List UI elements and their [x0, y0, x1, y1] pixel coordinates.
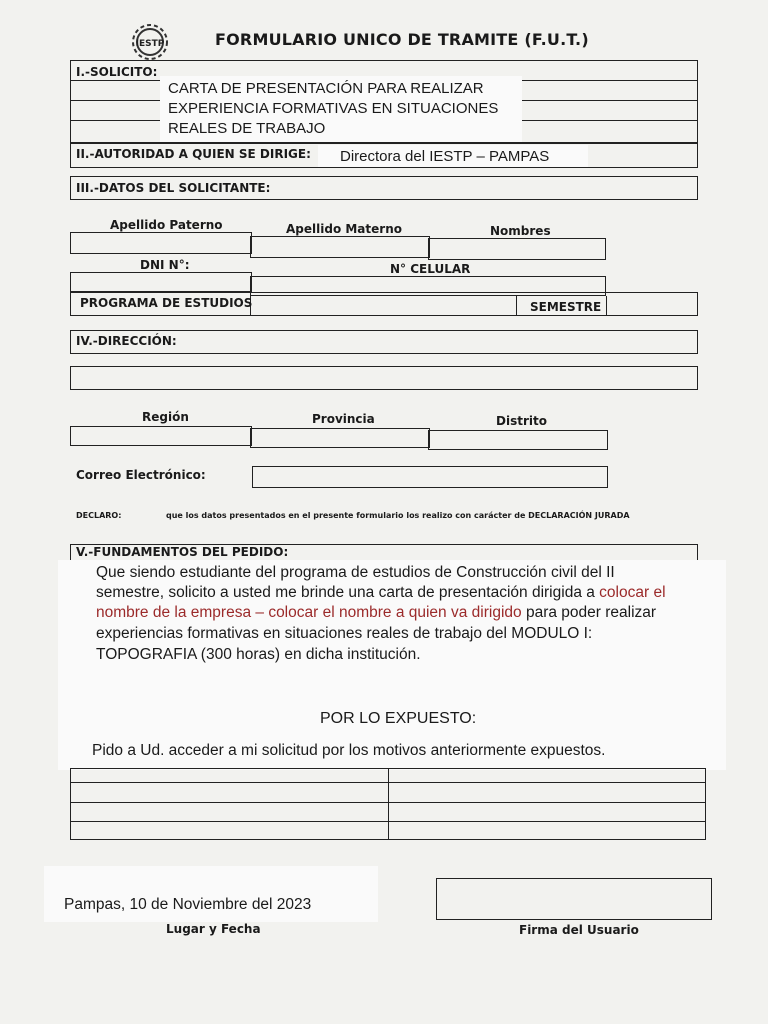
- fundamentos-line-1: Que siendo estudiante del programa de estudios de Construcción civil del II: [96, 564, 615, 581]
- fundamentos-line-4: experiencias formativas en situaciones reales de trabajo del MODULO I:: [96, 625, 593, 642]
- lugar-fecha-label: Lugar y Fecha: [166, 922, 261, 936]
- solicito-line-3: REALES DE TRABAJO: [168, 120, 326, 137]
- region-field[interactable]: [70, 426, 252, 446]
- apellido-paterno-field[interactable]: [70, 232, 252, 254]
- provincia-field[interactable]: [250, 428, 430, 448]
- por-lo-expuesto: POR LO EXPUESTO:: [320, 710, 477, 727]
- distrito-field[interactable]: [428, 430, 608, 450]
- label-semestre: SEMESTRE: [530, 300, 602, 314]
- form-title: FORMULARIO UNICO DE TRAMITE (F.U.T.): [215, 30, 589, 49]
- label-provincia: Provincia: [312, 412, 375, 426]
- label-nombres: Nombres: [490, 224, 551, 238]
- solicito-line-2: EXPERIENCIA FORMATIVAS EN SITUACIONES: [168, 100, 499, 117]
- label-apellido-paterno: Apellido Paterno: [110, 218, 223, 232]
- label-correo: Correo Electrónico:: [76, 468, 206, 482]
- direccion-field[interactable]: [70, 366, 698, 390]
- dni-field[interactable]: [70, 272, 252, 292]
- label-distrito: Distrito: [496, 414, 547, 428]
- label-apellido-materno: Apellido Materno: [286, 222, 402, 236]
- datos-label: III.-DATOS DEL SOLICITANTE:: [76, 181, 271, 195]
- logo-icon: [126, 22, 174, 62]
- autoridad-label: II.-AUTORIDAD A QUIEN SE DIRIGE:: [76, 147, 311, 161]
- solicito-line-1: CARTA DE PRESENTACIÓN PARA REALIZAR: [168, 80, 484, 97]
- fundamentos-line-2: semestre, solicito a usted me brinde una carta de presentación dirigida a colocar el: [96, 584, 666, 601]
- correo-field[interactable]: [252, 466, 608, 488]
- label-programa: PROGRAMA DE ESTUDIOS: [80, 296, 253, 310]
- fundamentos-line-5: TOPOGRAFIA (300 horas) en dicha institución.: [96, 646, 421, 663]
- fecha-value: Pampas, 10 de Noviembre del 2023: [64, 896, 312, 913]
- declaro-label: DECLARO:: [76, 511, 122, 520]
- direccion-label: IV.-DIRECCIÓN:: [76, 334, 177, 348]
- nombres-field[interactable]: [428, 238, 606, 260]
- pido-text: Pido a Ud. acceder a mi solicitud por los motivos anteriormente expuestos.: [92, 742, 606, 759]
- label-celular: N° CELULAR: [390, 262, 471, 276]
- apellido-materno-field[interactable]: [250, 236, 430, 258]
- label-dni: DNI N°:: [140, 258, 190, 272]
- placeholder-red-2: nombre de la empresa – colocar el nombre a quien va dirigido: [96, 604, 522, 621]
- fundamentos-line-3: nombre de la empresa – colocar el nombre a quien va dirigido para poder realizar: [96, 604, 657, 621]
- solicito-label: I.-SOLICITO:: [76, 65, 158, 79]
- autoridad-value: Directora del IESTP – PAMPAS: [340, 148, 550, 165]
- firma-label: Firma del Usuario: [519, 923, 639, 937]
- label-region: Región: [142, 410, 189, 424]
- placeholder-red-1: colocar el: [599, 584, 666, 601]
- firma-box[interactable]: [436, 878, 712, 920]
- declaro-text: que los datos presentados en el presente formulario los realizo con carácter de DECLARACIÓN JURADA: [166, 511, 630, 520]
- svg-text:IESTP: IESTP: [135, 39, 165, 49]
- fundamentos-label: V.-FUNDAMENTOS DEL PEDIDO:: [76, 545, 289, 559]
